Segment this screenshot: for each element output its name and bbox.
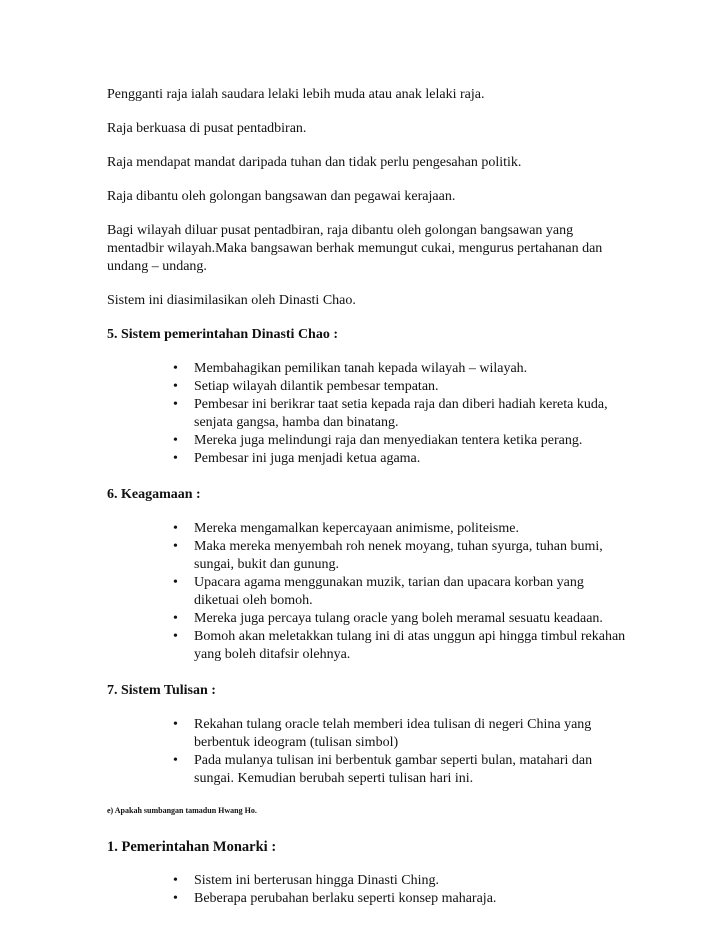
list-item: • Upacara agama menggunakan muzik, tarian dan upacara korban yang diketuai oleh bomoh. bbox=[107, 574, 627, 610]
list-item: • Sistem ini berterusan hingga Dinasti Ching. bbox=[107, 872, 627, 890]
list-item: • Mereka mengamalkan kepercayaan animisme, politeisme. bbox=[107, 520, 627, 538]
section-heading: 6. Keagamaan : bbox=[107, 487, 201, 502]
paragraph: Raja berkuasa di pusat pentadbiran. bbox=[107, 121, 307, 136]
bullet-list bbox=[107, 716, 627, 788]
paragraph: Bagi wilayah diluar pusat pentadbiran, raja dibantu oleh golongan bangsawan yang mentadbir wilayah.Maka bangsawan berhak memungut cukai, mengurus pertahanan dan undang – undang. bbox=[107, 223, 603, 274]
paragraph: Raja dibantu oleh golongan bangsawan dan pegawai kerajaan. bbox=[107, 189, 456, 204]
list-item: • Pembesar ini juga menjadi ketua agama. bbox=[107, 450, 627, 468]
list-item: • Maka mereka menyembah roh nenek moyang, tuhan syurga, tuhan bumi, sungai, bukit dan gunung. bbox=[107, 538, 627, 574]
bullet-list bbox=[107, 520, 627, 664]
list-item: • Mereka juga melindungi raja dan menyediakan tentera ketika perang. bbox=[107, 432, 627, 450]
list-item: • Pembesar ini berikrar taat setia kepada raja dan diberi hadiah kereta kuda, senjata gangsa, hamba dan binatang. bbox=[107, 396, 627, 432]
question-heading: e) Apakah sumbangan tamadun Hwang Ho. bbox=[107, 806, 257, 815]
paragraph: Sistem ini diasimilasikan oleh Dinasti Chao. bbox=[107, 293, 356, 308]
list-item: • Rekahan tulang oracle telah memberi idea tulisan di negeri China yang berbentuk ideogram (tulisan simbol) bbox=[107, 716, 627, 752]
section-heading: 5. Sistem pemerintahan Dinasti Chao : bbox=[107, 327, 339, 342]
list-item: • Mereka juga percaya tulang oracle yang boleh meramal sesuatu keadaan. bbox=[107, 610, 627, 628]
paragraph: Raja mendapat mandat daripada tuhan dan tidak perlu pengesahan politik. bbox=[107, 155, 522, 170]
section-heading: 1. Pemerintahan Monarki : bbox=[107, 839, 277, 855]
list-item: • Setiap wilayah dilantik pembesar tempatan. bbox=[107, 378, 627, 396]
list-item: • Beberapa perubahan berlaku seperti konsep maharaja. bbox=[107, 890, 627, 908]
list-item: • Bomoh akan meletakkan tulang ini di atas unggun api hingga timbul rekahan yang boleh ditafsir olehnya. bbox=[107, 628, 627, 664]
bullet-list bbox=[107, 872, 627, 908]
list-item: • Pada mulanya tulisan ini berbentuk gambar seperti bulan, matahari dan sungai. Kemudian berubah seperti tulisan hari ini. bbox=[107, 752, 627, 788]
paragraph: Pengganti raja ialah saudara lelaki lebih muda atau anak lelaki raja. bbox=[107, 87, 485, 102]
list-item: • Membahagikan pemilikan tanah kepada wilayah – wilayah. bbox=[107, 360, 627, 378]
document-page bbox=[107, 86, 627, 926]
bullet-list bbox=[107, 360, 627, 468]
section-heading: 7. Sistem Tulisan : bbox=[107, 683, 216, 698]
